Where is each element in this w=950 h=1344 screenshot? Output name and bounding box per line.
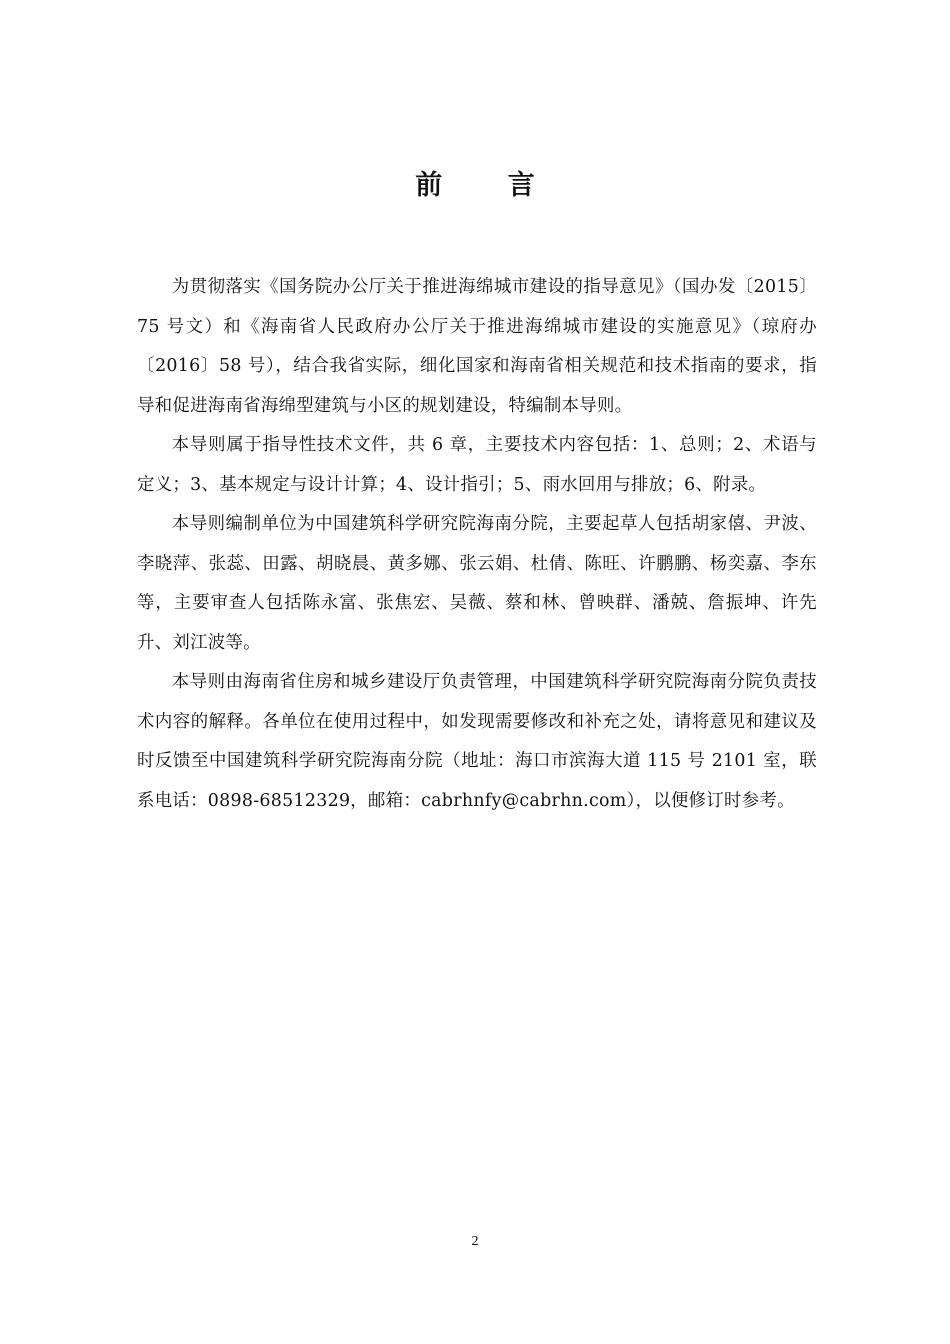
page-number: 2: [471, 1234, 479, 1249]
document-body: [137, 268, 817, 821]
paragraph-management: 本导则由海南省住房和城乡建设厅负责管理，中国建筑科学研究院海南分院负责技术内容的解释。各单位在使用过程中，如发现需要修改和补充之处，请将意见和建议及时反馈至中国建筑科学研究院海南分院（地址：海口市滨海大道 115 号 2101 室，联系电话：0898-68512329，邮箱：cabrhnfy@cabrhn.com），以便修订时参考。: [137, 672, 817, 811]
paragraph-contents: 本导则属于指导性技术文件，共 6 章，主要技术内容包括：1、总则；2、术语与定义；3、基本规定与设计计算；4、设计指引；5、雨水回用与排放；6、附录。: [137, 435, 817, 495]
paragraph-authors: 本导则编制单位为中国建筑科学研究院海南分院，主要起草人包括胡家僖、尹波、李晓萍、张蕊、田露、胡晓晨、黄多娜、张云娟、杜倩、陈旺、许鹏鹏、杨奕嘉、李东等，主要审查人包括陈永富、张焦宏、吴薇、蔡和林、曾映群、潘兢、詹振坤、许先升、刘江波等。: [137, 514, 817, 653]
paragraph-purpose: 为贯彻落实《国务院办公厅关于推进海绵城市建设的指导意见》（国办发〔2015〕75 号文）和《海南省人民政府办公厅关于推进海绵城市建设的实施意见》（琼府办〔2016〕58 号），结合我省实际，细化国家和海南省相关规范和技术指南的要求，指导和促进海南省海绵型建筑与小区的规划建设，特编制本导则。: [137, 277, 817, 416]
page-title: 前 言: [415, 170, 563, 202]
